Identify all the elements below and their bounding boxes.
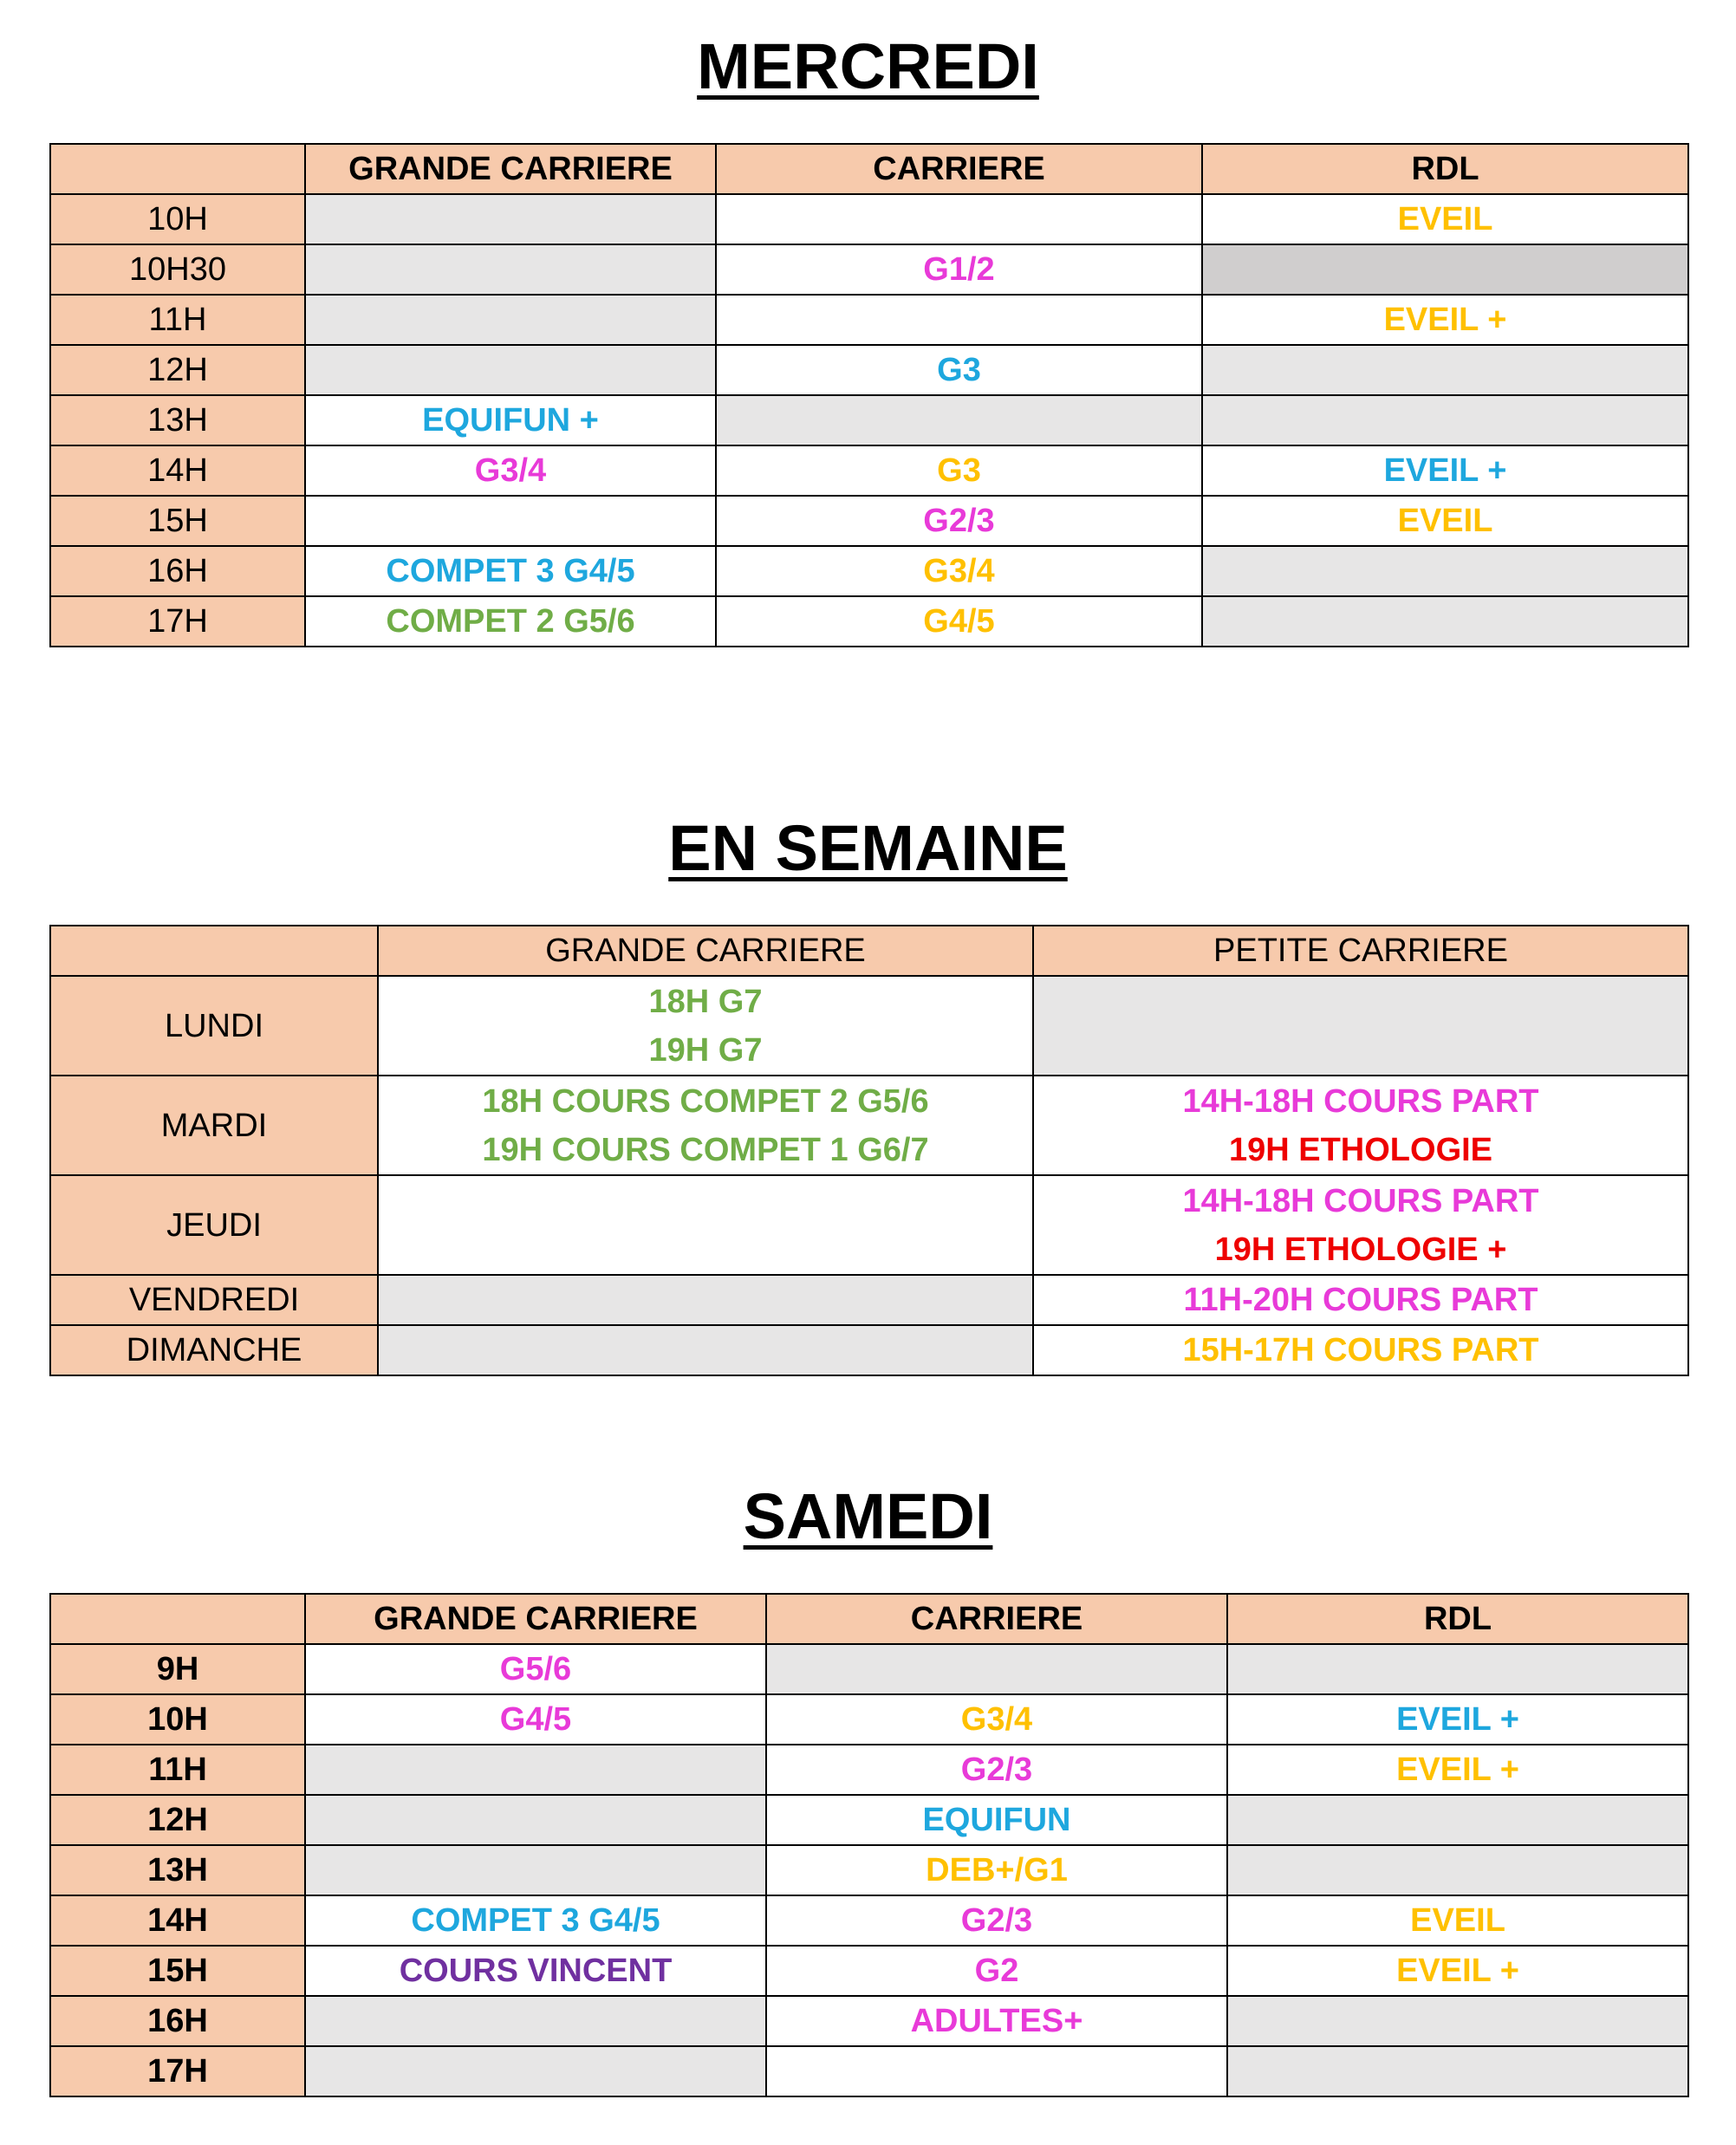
samedi-cell-carriere	[766, 2046, 1227, 2096]
samedi-cell-rdl	[1227, 1644, 1688, 1694]
semaine-cell-petite-carriere	[1033, 976, 1688, 1076]
semaine-day-label: JEUDI	[50, 1175, 378, 1275]
semaine-day-label: VENDREDI	[50, 1275, 378, 1325]
samedi-time-label: 13H	[50, 1845, 305, 1895]
mercredi-title-text: MERCREDI	[697, 30, 1039, 102]
samedi-cell-rdl: EVEIL +	[1227, 1745, 1688, 1795]
samedi-cell-carriere: G2/3	[766, 1745, 1227, 1795]
samedi-col-header-carriere: CARRIERE	[766, 1594, 1227, 1644]
samedi-row-15h	[50, 1946, 1688, 1996]
samedi-cell-carriere: ADULTES+	[766, 1996, 1227, 2046]
mercredi-cell-carriere: G3	[716, 345, 1202, 395]
mercredi-cell-rdl	[1202, 596, 1688, 647]
semaine-cell-line: 19H COURS COMPET 1 G6/7	[482, 1131, 929, 1168]
samedi-col-header-grande-carriere: GRANDE CARRIERE	[305, 1594, 766, 1644]
samedi-cell-rdl	[1227, 2046, 1688, 2096]
samedi-row-11h	[50, 1745, 1688, 1795]
semaine-header-row	[50, 926, 1688, 976]
mercredi-cell-carriere: G1/2	[716, 244, 1202, 295]
semaine-col-header-petite-carriere: PETITE CARRIERE	[1033, 926, 1688, 976]
semaine-day-label: LUNDI	[50, 976, 378, 1076]
semaine-cell-line: 14H-18H COURS PART	[1182, 1182, 1539, 1219]
semaine-cell-line: 18H G7	[648, 983, 763, 1020]
semaine-cell-line: 14H-18H COURS PART	[1182, 1082, 1539, 1120]
semaine-table	[49, 925, 1689, 1376]
semaine-cell-line: 19H ETHOLOGIE	[1228, 1131, 1493, 1168]
samedi-cell-grande-carriere	[305, 1845, 766, 1895]
samedi-title	[0, 1480, 1736, 1552]
mercredi-header-row	[50, 144, 1688, 194]
samedi-row-12h	[50, 1795, 1688, 1845]
samedi-cell-grande-carriere	[305, 2046, 766, 2096]
mercredi-time-label: 14H	[50, 445, 305, 496]
mercredi-cell-carriere	[716, 295, 1202, 345]
semaine-cell-petite-carriere	[1033, 1325, 1688, 1375]
mercredi-time-label: 16H	[50, 546, 305, 596]
mercredi-title	[0, 30, 1736, 102]
samedi-cell-carriere: G3/4	[766, 1694, 1227, 1745]
mercredi-row-10h	[50, 194, 1688, 244]
samedi-row-10h	[50, 1694, 1688, 1745]
samedi-time-label: 9H	[50, 1644, 305, 1694]
mercredi-time-label: 12H	[50, 345, 305, 395]
mercredi-cell-carriere: G3/4	[716, 546, 1202, 596]
semaine-row-mardi	[50, 1076, 1688, 1175]
semaine-row-lundi	[50, 976, 1688, 1076]
samedi-cell-grande-carriere: COURS VINCENT	[305, 1946, 766, 1996]
samedi-row-9h	[50, 1644, 1688, 1694]
samedi-cell-rdl	[1227, 1795, 1688, 1845]
samedi-row-14h	[50, 1895, 1688, 1946]
mercredi-col-header-rdl: RDL	[1202, 144, 1688, 194]
samedi-row-17h	[50, 2046, 1688, 2096]
mercredi-col-header-blank	[50, 144, 305, 194]
mercredi-cell-grande-carriere	[305, 244, 716, 295]
samedi-cell-carriere	[766, 1644, 1227, 1694]
semaine-cell-grande-carriere	[378, 976, 1033, 1076]
semaine-cell-line: 15H-17H COURS PART	[1182, 1332, 1539, 1368]
samedi-row-16h	[50, 1996, 1688, 2046]
samedi-time-label: 11H	[50, 1745, 305, 1795]
mercredi-cell-rdl: EVEIL	[1202, 496, 1688, 546]
mercredi-row-16h	[50, 546, 1688, 596]
mercredi-time-label: 13H	[50, 395, 305, 445]
samedi-cell-grande-carriere	[305, 1795, 766, 1845]
semaine-cell-line: 19H ETHOLOGIE +	[1214, 1231, 1507, 1268]
mercredi-table	[49, 143, 1689, 647]
mercredi-row-15h	[50, 496, 1688, 546]
mercredi-cell-rdl	[1202, 395, 1688, 445]
semaine-cell-petite-carriere	[1033, 1175, 1688, 1275]
samedi-cell-rdl: EVEIL +	[1227, 1946, 1688, 1996]
samedi-time-label: 15H	[50, 1946, 305, 1996]
mercredi-cell-grande-carriere	[305, 194, 716, 244]
mercredi-time-label: 10H	[50, 194, 305, 244]
samedi-cell-grande-carriere: G4/5	[305, 1694, 766, 1745]
mercredi-cell-grande-carriere	[305, 345, 716, 395]
mercredi-cell-grande-carriere: COMPET 2 G5/6	[305, 596, 716, 647]
samedi-cell-rdl: EVEIL	[1227, 1895, 1688, 1946]
samedi-table	[49, 1593, 1689, 2097]
mercredi-cell-carriere	[716, 194, 1202, 244]
semaine-day-label: MARDI	[50, 1076, 378, 1175]
semaine-row-vendredi	[50, 1275, 1688, 1325]
mercredi-cell-rdl: EVEIL +	[1202, 445, 1688, 496]
semaine-cell-grande-carriere	[378, 1325, 1033, 1375]
mercredi-cell-rdl	[1202, 546, 1688, 596]
mercredi-cell-carriere: G2/3	[716, 496, 1202, 546]
semaine-day-label: DIMANCHE	[50, 1325, 378, 1375]
mercredi-time-label: 15H	[50, 496, 305, 546]
samedi-time-label: 17H	[50, 2046, 305, 2096]
mercredi-cell-rdl	[1202, 244, 1688, 295]
semaine-cell-line: 11H-20H COURS PART	[1183, 1282, 1538, 1318]
mercredi-cell-grande-carriere	[305, 295, 716, 345]
samedi-cell-grande-carriere	[305, 1996, 766, 2046]
samedi-time-label: 14H	[50, 1895, 305, 1946]
semaine-cell-line: 19H G7	[648, 1031, 763, 1069]
mercredi-time-label: 10H30	[50, 244, 305, 295]
mercredi-time-label: 11H	[50, 295, 305, 345]
mercredi-cell-carriere	[716, 395, 1202, 445]
samedi-cell-grande-carriere	[305, 1745, 766, 1795]
samedi-header-row	[50, 1594, 1688, 1644]
mercredi-col-header-carriere: CARRIERE	[716, 144, 1202, 194]
mercredi-cell-grande-carriere: EQUIFUN +	[305, 395, 716, 445]
semaine-row-dimanche	[50, 1325, 1688, 1375]
samedi-cell-carriere: DEB+/G1	[766, 1845, 1227, 1895]
semaine-cell-petite-carriere	[1033, 1275, 1688, 1325]
mercredi-cell-grande-carriere	[305, 496, 716, 546]
mercredi-cell-rdl: EVEIL +	[1202, 295, 1688, 345]
mercredi-cell-carriere: G4/5	[716, 596, 1202, 647]
semaine-cell-petite-carriere	[1033, 1076, 1688, 1175]
samedi-cell-rdl	[1227, 1996, 1688, 2046]
mercredi-row-10h30	[50, 244, 1688, 295]
mercredi-cell-grande-carriere: COMPET 3 G4/5	[305, 546, 716, 596]
semaine-title-text: EN SEMAINE	[668, 812, 1068, 884]
samedi-row-13h	[50, 1845, 1688, 1895]
samedi-col-header-blank	[50, 1594, 305, 1644]
mercredi-cell-grande-carriere: G3/4	[305, 445, 716, 496]
semaine-cell-grande-carriere	[378, 1175, 1033, 1275]
mercredi-col-header-grande-carriere: GRANDE CARRIERE	[305, 144, 716, 194]
samedi-cell-rdl: EVEIL +	[1227, 1694, 1688, 1745]
semaine-cell-grande-carriere	[378, 1076, 1033, 1175]
samedi-col-header-rdl: RDL	[1227, 1594, 1688, 1644]
semaine-title	[0, 812, 1736, 884]
samedi-title-text: SAMEDI	[743, 1480, 993, 1552]
mercredi-row-11h	[50, 295, 1688, 345]
samedi-cell-carriere: G2/3	[766, 1895, 1227, 1946]
mercredi-cell-carriere: G3	[716, 445, 1202, 496]
mercredi-cell-rdl: EVEIL	[1202, 194, 1688, 244]
semaine-cell-line: 18H COURS COMPET 2 G5/6	[482, 1082, 929, 1120]
mercredi-row-12h	[50, 345, 1688, 395]
semaine-cell-grande-carriere	[378, 1275, 1033, 1325]
semaine-col-header-grande-carriere: GRANDE CARRIERE	[378, 926, 1033, 976]
mercredi-row-17h	[50, 596, 1688, 647]
samedi-cell-carriere: G2	[766, 1946, 1227, 1996]
samedi-cell-grande-carriere: G5/6	[305, 1644, 766, 1694]
mercredi-row-13h	[50, 395, 1688, 445]
mercredi-time-label: 17H	[50, 596, 305, 647]
semaine-col-header-blank	[50, 926, 378, 976]
mercredi-cell-rdl	[1202, 345, 1688, 395]
semaine-row-jeudi	[50, 1175, 1688, 1275]
samedi-cell-grande-carriere: COMPET 3 G4/5	[305, 1895, 766, 1946]
samedi-cell-rdl	[1227, 1845, 1688, 1895]
samedi-time-label: 12H	[50, 1795, 305, 1845]
samedi-time-label: 10H	[50, 1694, 305, 1745]
mercredi-row-14h	[50, 445, 1688, 496]
samedi-cell-carriere: EQUIFUN	[766, 1795, 1227, 1845]
samedi-time-label: 16H	[50, 1996, 305, 2046]
